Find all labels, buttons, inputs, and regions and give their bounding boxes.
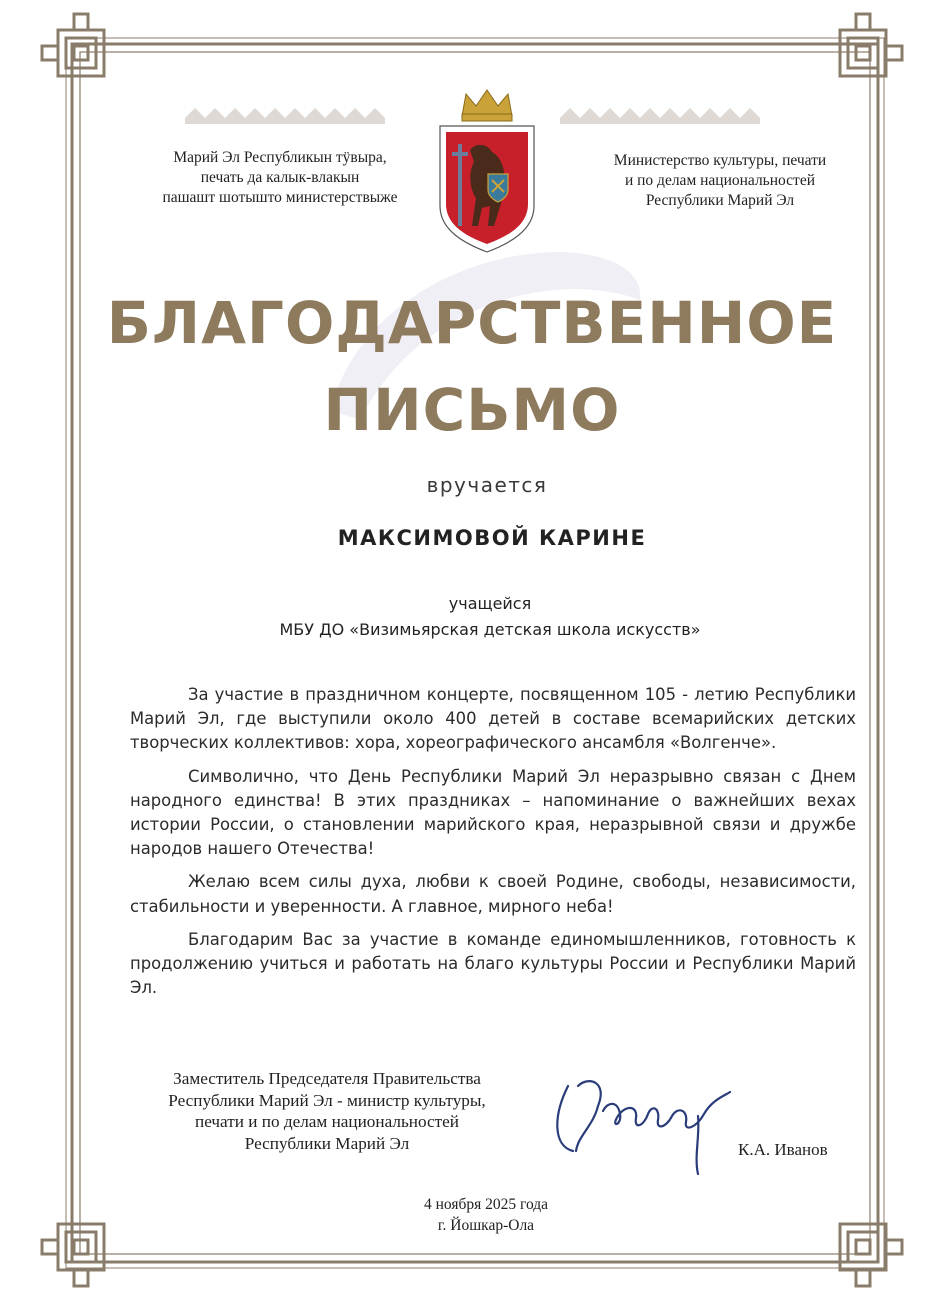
signatory-line3: печати и по делам национальностей	[195, 1112, 459, 1131]
body-paragraph: Желаю всем силы духа, любви к своей Родине, свободы, независимости, стабильности и уверенности. А главное, мирного неба!	[130, 872, 856, 916]
awarded-label: вручается	[426, 473, 548, 497]
header-right-ministry	[560, 151, 880, 211]
signatory-name: К.А. Иванов	[738, 1140, 828, 1159]
signatory-line4: Республики Марий Эл	[244, 1133, 410, 1153]
header-left-line1: Марий Эл Республикын тӱвыра,	[173, 149, 387, 166]
header-right-line2: и по делам национальностей	[624, 172, 816, 189]
header-left-mari	[100, 148, 460, 208]
header-right-line3: Республики Марий Эл	[645, 192, 795, 209]
signatory-title	[120, 1068, 534, 1154]
coat-of-arms-icon	[428, 86, 546, 256]
header-left-line2: печать да калык-влакын	[200, 169, 360, 186]
title-line2: ПИСЬМО	[323, 376, 621, 444]
title-line1: БЛАГОДАРСТВЕННОЕ	[106, 289, 838, 357]
issue-city: г. Йошкар-Ола	[437, 1217, 535, 1234]
body-paragraph: Благодарим Вас за участие в команде единомышленников, готовность к продолжению учиться и работать на благо культуры России и Республики Марий Эл.	[130, 929, 856, 998]
letter-body	[130, 683, 856, 1009]
school-name: МБУ ДО «Визимьярская детская школа искусств»	[279, 620, 701, 639]
student-label: учащейся	[448, 594, 532, 613]
signatory-line2: Республики Марий Эл - министр культуры,	[168, 1090, 486, 1110]
header-right-line1: Министерство культуры, печати	[613, 152, 827, 169]
issue-date: 4 ноября 2025 года	[423, 1196, 549, 1213]
recipient-name: МАКСИМОВОЙ КАРИНЕ	[337, 526, 647, 550]
signatory-line1: Заместитель Председателя Правительства	[173, 1069, 481, 1088]
body-paragraph: Символично, что День Республики Марий Эл неразрывно связан с Днем народного единства! В этих праздниках – напоминание о важнейших вехах истории России, о становлении марийского края, неразрывной связи и дружбе народов нашего Отечества!	[130, 766, 856, 859]
body-paragraph: За участие в праздничном концерте, посвященном 105 - летию Республики Марий Эл, где выступили около 400 детей в составе всемарийских детских творческих коллективов: хора, хореографического ансамбля «Волгенче».	[130, 685, 856, 753]
header-left-line3: пашашт шотышто министерствыже	[162, 189, 398, 206]
